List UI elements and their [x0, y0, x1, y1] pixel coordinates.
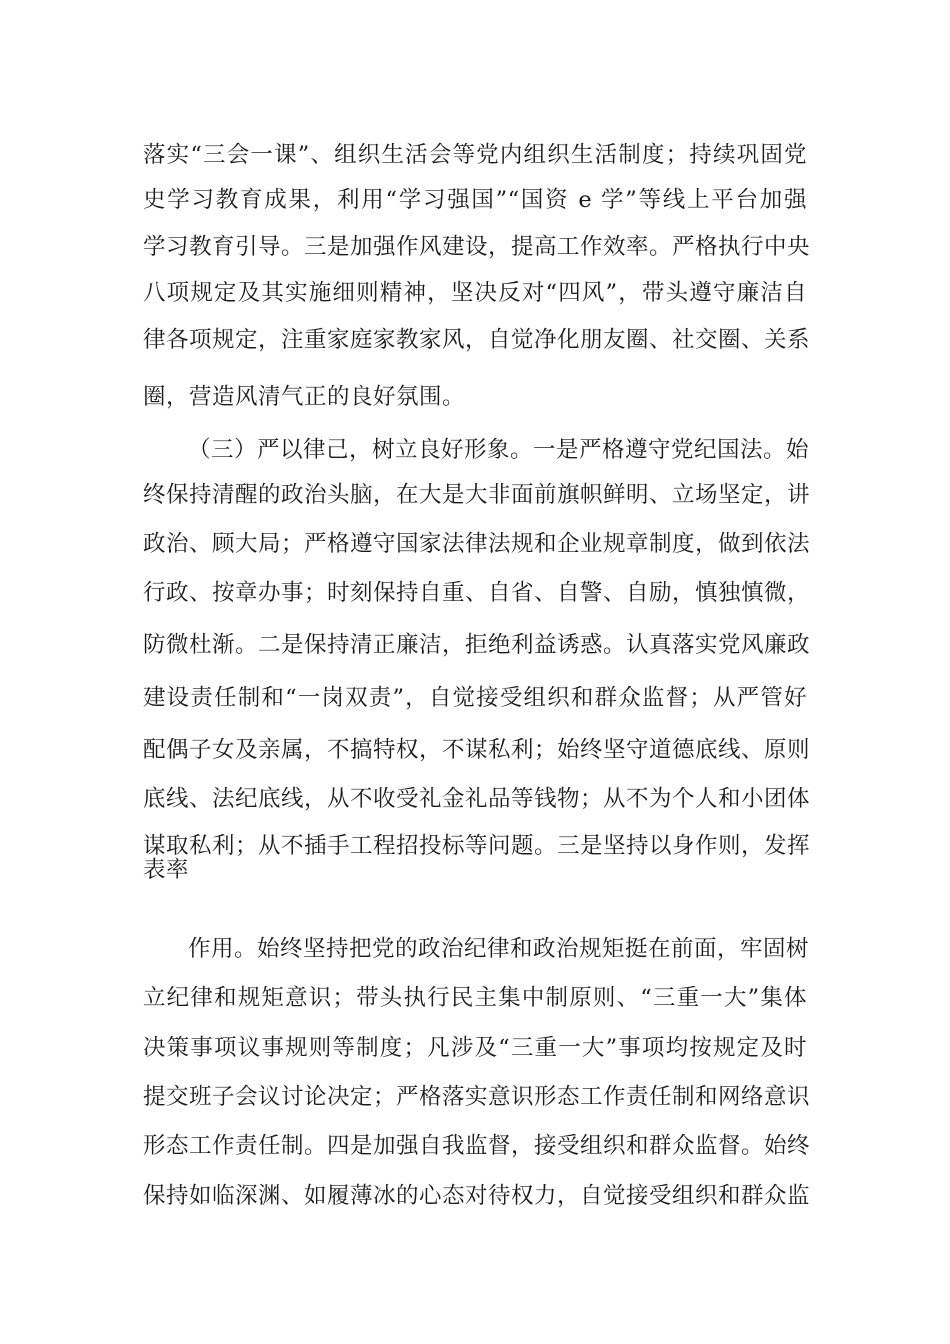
text-line: 圈，营造风清气正的良好氛围。	[143, 384, 466, 410]
text-line: 史学习教育成果，利用“学习强国”“国资 e 学”等线上平台加强	[143, 187, 807, 213]
text-line: 保持如临深渊、如履薄冰的心态对待权力，自觉接受组织和群众监	[143, 1183, 811, 1209]
text-line: 八项规定及其实施细则精神，坚决反对“四风”，带头遵守廉洁自	[143, 280, 807, 306]
text-line: 谋取私利；从不插手工程招投标等问题。三是坚持以身作则，发挥	[143, 833, 811, 859]
text-line: 底线、法纪底线，从不收受礼金礼品等钱物；从不为个人和小团体	[143, 786, 811, 812]
text-line: 表率	[143, 857, 190, 883]
text-line: 行政、按章办事；时刻保持自重、自省、自警、自励，慎独慎微，	[143, 580, 811, 606]
text-line: 建设责任制和“一岗双责”，自觉接受组织和群众监督；从严管好	[143, 685, 807, 711]
text-line: 落实“三会一课”、组织生活会等党内组织生活制度；持续巩固党	[143, 142, 807, 168]
text-line: 终保持清醒的政治头脑，在大是大非面前旗帜鲜明、立场坚定，讲	[143, 482, 811, 508]
text-line: 配偶子女及亲属，不搞特权，不谋私利；始终坚守道德底线、原则	[143, 737, 811, 763]
text-line: 立纪律和规矩意识；带头执行民主集中制原则、“三重一大”集体	[143, 985, 807, 1011]
text-line: 防微杜渐。二是保持清正廉洁，拒绝利益诱惑。认真落实党风廉政	[143, 632, 811, 658]
text-line: 提交班子会议讨论决定；严格落实意识形态工作责任制和网络意识	[143, 1084, 811, 1110]
text-line: 学习教育引导。三是加强作风建设，提高工作效率。严格执行中央	[143, 234, 811, 260]
text-line: 律各项规定，注重家庭家教家风，自觉净化朋友圈、社交圈、关系	[143, 327, 811, 353]
paragraph-start-line: （三）严以律己，树立良好形象。一是严格遵守党纪国法。始	[188, 437, 810, 463]
text-line: 政治、顾大局；严格遵守国家法律法规和企业规章制度，做到依法	[143, 531, 811, 557]
text-line: 形态工作责任制。四是加强自我监督，接受组织和群众监督。始终	[143, 1133, 811, 1159]
text-line: 决策事项议事规则等制度；凡涉及“三重一大”事项均按规定及时	[143, 1035, 807, 1061]
paragraph-start-line: 作用。始终坚持把党的政治纪律和政治规矩挺在前面，牢固树	[188, 936, 810, 962]
